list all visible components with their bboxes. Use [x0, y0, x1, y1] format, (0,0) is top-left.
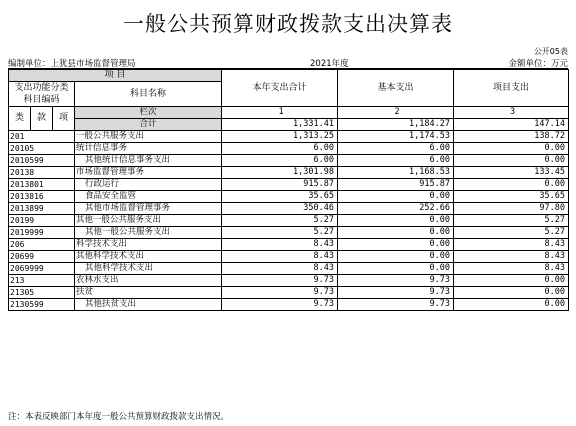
- amount-total: 8.43: [222, 239, 338, 251]
- subject-code: 20199: [9, 215, 75, 227]
- subject-code: 2013899: [9, 203, 75, 215]
- subject-name: 扶贫: [75, 287, 222, 299]
- total-amount: 1,331.41: [222, 119, 338, 131]
- total-basic: 1,184.27: [338, 119, 454, 131]
- amount-total: 915.87: [222, 179, 338, 191]
- subject-name: 其他扶贫支出: [75, 299, 222, 311]
- header-row-1: [9, 70, 569, 82]
- col-index-1: 1: [222, 107, 338, 119]
- amount-basic: 1,168.53: [338, 167, 454, 179]
- page-title: 一般公共预算财政拨款支出决算表: [123, 12, 453, 36]
- form-code: 公开05表: [533, 47, 568, 56]
- amount-basic: 915.87: [338, 179, 454, 191]
- col-index-2: 2: [338, 107, 454, 119]
- subject-code: 2069999: [9, 263, 75, 275]
- subject-name: 市场监督管理事务: [75, 167, 222, 179]
- total-project: 147.14: [454, 119, 569, 131]
- table-row: [9, 167, 569, 179]
- amount-project: 8.43: [454, 263, 569, 275]
- amount-project: 8.43: [454, 239, 569, 251]
- amount-unit: 金额单位：万元: [508, 59, 568, 69]
- header-project: 项目支出: [454, 70, 569, 107]
- total-label: 合计: [75, 119, 222, 131]
- amount-project: 0.00: [454, 143, 569, 155]
- header-lei: 类: [9, 107, 31, 131]
- amount-basic: 0.00: [338, 227, 454, 239]
- subject-code: 20105: [9, 143, 75, 155]
- subject-code: 206: [9, 239, 75, 251]
- header-basic: 基本支出: [338, 70, 454, 107]
- table-row: [9, 131, 569, 143]
- col-index-3: 3: [454, 107, 569, 119]
- report-meta: [8, 57, 568, 68]
- amount-basic: 9.73: [338, 299, 454, 311]
- subject-name: 统计信息事务: [75, 143, 222, 155]
- subject-code: 2013816: [9, 191, 75, 203]
- header-subject-name: 科目名称: [75, 82, 222, 107]
- subject-name: 其他统计信息事务支出: [75, 155, 222, 167]
- table-row: [9, 155, 569, 167]
- table-row: [9, 191, 569, 203]
- amount-basic: 252.66: [338, 203, 454, 215]
- table-row: [9, 299, 569, 311]
- total-row: [9, 119, 569, 131]
- table-row: [9, 215, 569, 227]
- subject-code: 213: [9, 275, 75, 287]
- subject-name: 其他科学技术支出: [75, 263, 222, 275]
- table-row: [9, 251, 569, 263]
- amount-project: 0.00: [454, 275, 569, 287]
- table-row: [9, 227, 569, 239]
- header-kuan: 款: [31, 107, 53, 131]
- amount-project: 138.72: [454, 131, 569, 143]
- compiling-unit: 编制单位：上犹县市场监督管理局: [8, 59, 136, 69]
- amount-project: 35.65: [454, 191, 569, 203]
- subject-name: 食品安全监管: [75, 191, 222, 203]
- amount-project: 5.27: [454, 215, 569, 227]
- amount-project: 0.00: [454, 179, 569, 191]
- amount-total: 9.73: [222, 287, 338, 299]
- amount-total: 5.27: [222, 227, 338, 239]
- subject-code: 2010599: [9, 155, 75, 167]
- amount-total: 9.73: [222, 275, 338, 287]
- amount-project: 5.27: [454, 227, 569, 239]
- amount-basic: 1,174.53: [338, 131, 454, 143]
- subject-name: 一般公共服务支出: [75, 131, 222, 143]
- table-row: [9, 179, 569, 191]
- amount-basic: 0.00: [338, 215, 454, 227]
- amount-basic: 0.00: [338, 263, 454, 275]
- amount-project: 133.45: [454, 167, 569, 179]
- header-func-code: 支出功能分类 科目编码: [9, 82, 75, 107]
- header-item-group: 项 目: [9, 70, 222, 82]
- subject-name: 其他科学技术支出: [75, 251, 222, 263]
- amount-total: 9.73: [222, 299, 338, 311]
- amount-project: 0.00: [454, 299, 569, 311]
- subject-name: 农林水支出: [75, 275, 222, 287]
- fiscal-year: 2021年度: [310, 59, 349, 69]
- subject-code: 2019999: [9, 227, 75, 239]
- amount-total: 1,301.98: [222, 167, 338, 179]
- table-row: [9, 143, 569, 155]
- subject-name: 科学技术支出: [75, 239, 222, 251]
- subject-name: 行政运行: [75, 179, 222, 191]
- amount-total: 35.65: [222, 191, 338, 203]
- subject-name: 其他一般公共服务支出: [75, 227, 222, 239]
- subject-code: 20699: [9, 251, 75, 263]
- footnote: 注：本表反映部门本年度一般公共预算财政拨款支出情况。: [8, 412, 230, 422]
- amount-total: 6.00: [222, 155, 338, 167]
- amount-basic: 6.00: [338, 143, 454, 155]
- table-row: [9, 275, 569, 287]
- expenditure-table: [8, 69, 569, 311]
- amount-total: 5.27: [222, 215, 338, 227]
- amount-basic: 0.00: [338, 239, 454, 251]
- header-total: 本年支出合计: [222, 70, 338, 107]
- table-row: [9, 263, 569, 275]
- amount-total: 8.43: [222, 263, 338, 275]
- amount-project: 0.00: [454, 287, 569, 299]
- header-lanci: 栏次: [75, 107, 222, 119]
- amount-total: 8.43: [222, 251, 338, 263]
- amount-total: 6.00: [222, 143, 338, 155]
- amount-total: 1,313.25: [222, 131, 338, 143]
- amount-basic: 0.00: [338, 251, 454, 263]
- amount-project: 97.80: [454, 203, 569, 215]
- amount-total: 350.46: [222, 203, 338, 215]
- header-xiang: 项: [53, 107, 75, 131]
- amount-project: 0.00: [454, 155, 569, 167]
- subject-code: 2130599: [9, 299, 75, 311]
- subject-name: 其他一般公共服务支出: [75, 215, 222, 227]
- amount-project: 8.43: [454, 251, 569, 263]
- table-row: [9, 239, 569, 251]
- amount-basic: 6.00: [338, 155, 454, 167]
- subject-name: 其他市场监督管理事务: [75, 203, 222, 215]
- table-row: [9, 287, 569, 299]
- header-row-lanci: [9, 107, 569, 119]
- amount-basic: 0.00: [338, 191, 454, 203]
- table-row: [9, 203, 569, 215]
- amount-basic: 9.73: [338, 287, 454, 299]
- amount-basic: 9.73: [338, 275, 454, 287]
- subject-code: 20138: [9, 167, 75, 179]
- subject-code: 2013801: [9, 179, 75, 191]
- subject-code: 21305: [9, 287, 75, 299]
- subject-code: 201: [9, 131, 75, 143]
